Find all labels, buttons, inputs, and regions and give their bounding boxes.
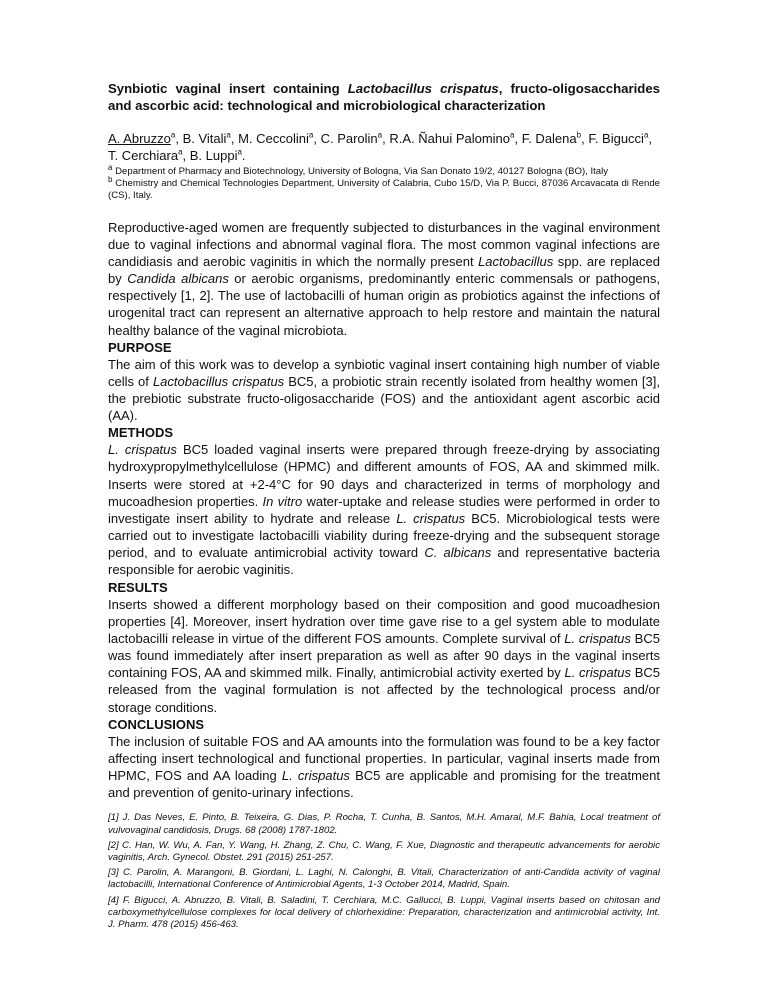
author-affiliation-mark: b bbox=[576, 130, 582, 140]
paper-title bbox=[108, 80, 660, 114]
affiliation bbox=[108, 175, 660, 202]
author-name: C. Parolin bbox=[320, 131, 378, 146]
abstract-body bbox=[108, 219, 660, 802]
conclusions-paragraph: The inclusion of suitable FOS and AA amounts into the formulation was found to be a key factor affecting insert technological and functional properties. In particular, vaginal inserts made from HPMC, FOS and AA loading L. crispatus BC5 are applicable and promising for the treatment and prevention of genito-urinary infections. bbox=[108, 733, 660, 801]
author-name: R.A. Ñahui Palomino bbox=[389, 131, 511, 146]
intro-paragraph: Reproductive-aged women are frequently subjected to disturbances in the vaginal environment due to vaginal infections and abnormal vaginal flora. The most common vaginal infections are candidiasis and aerobic vaginitis in which the normally present Lactobacillus spp. are replaced by Candida albicans or aerobic organisms, predominantly enteric commensals or pathogens, respectively [1, 2]. The use of lactobacilli of human origin as probiotics against the infections of urogenital tract can represent an alternative approach to help restore and maintain the natural healthy balance of the vaginal microbiota. bbox=[108, 219, 661, 338]
title-organism: Lactobacillus crispatus bbox=[347, 81, 499, 96]
section-heading-conclusions: CONCLUSIONS bbox=[108, 716, 205, 732]
author-affiliation-mark: a bbox=[170, 130, 176, 140]
author-name: A. Abruzzo bbox=[108, 131, 171, 146]
author-list: A. Abruzzo$^a$, B. Vitali$^a$, M. Ceccolini$^a$, C. Parolin$^a$, R.A. Ñahui Palomino$^a$, F. Dalena$^b$, F. Bigucci$^a$, T. Cerchiara$^a$, B. Luppi$^a$. bbox=[108, 130, 653, 163]
affiliation-text: Chemistry and Chemical Technologies Department, University of Calabria, Cubo 15/D, Via P. Bucci, 87036 Arcavacata di Rende (CS), Italy. bbox=[108, 178, 660, 202]
abstract-page bbox=[108, 80, 660, 934]
author-name: B. Vitali bbox=[182, 131, 227, 146]
author-affiliation-mark: a bbox=[510, 130, 515, 140]
affiliation-mark: b bbox=[108, 175, 113, 185]
author-affiliation-mark: a bbox=[377, 130, 383, 140]
affiliation-mark: a bbox=[108, 162, 113, 172]
reference-item: [2] C. Han, W. Wu, A. Fan, Y. Wang, H. Zhang, Z. Chu, C. Wang, F. Xue, Diagnostic and therapeutic advancements for aerobic vaginitis, Arch. Gynecol. Obstet. 291 (2015) 251-257. bbox=[108, 839, 660, 863]
section-heading-results: RESULTS bbox=[108, 579, 168, 595]
section-heading-purpose: PURPOSE bbox=[108, 339, 172, 355]
author-name: F. Bigucci bbox=[588, 131, 644, 146]
author-name: B. Luppi bbox=[189, 148, 238, 163]
author-affiliation-mark: a bbox=[178, 147, 183, 157]
reference-item: [3] C. Parolin, A. Marangoni, B. Giordani, L. Laghi, N. Calonghi, B. Vitali, Characterization of anti-Candida activity of vaginal lactobacilli, International Conference of Antimicrobial Agents, 1-3 October 2014, Madrid, Spain. bbox=[108, 867, 660, 891]
author-name: T. Cerchiara bbox=[108, 148, 179, 163]
author-affiliation-mark: a bbox=[308, 130, 314, 140]
methods-paragraph: L. crispatus BC5 loaded vaginal inserts were prepared through freeze-drying by associating hydroxypropylmethylcellulose (HPMC) and different amounts of FOS, AA and skimmed milk. Inserts were stored at +2-4°C for 90 days and characterized in terms of morphology and mucoadhesion properties. In vitro water-uptake and release studies were performed in order to investigate insert ability to hydrate and release L. crispatus BC5. Microbiological tests were carried out to investigate lactobacilli viability during freeze-drying and the subsequent storage period, and to evaluate antimicrobial activity toward C. albicans and representative bacteria responsible for aerobic vaginitis. bbox=[108, 442, 661, 578]
reference-list bbox=[108, 812, 660, 931]
author-affiliation-mark: a bbox=[237, 147, 242, 157]
author-name: M. Ceccolini bbox=[238, 131, 309, 146]
section-heading-methods: METHODS bbox=[108, 425, 173, 441]
author-name: F. Dalena bbox=[521, 131, 577, 146]
affiliation bbox=[108, 162, 660, 178]
title-text-end: , fructo-oligosaccharides and ascorbic acid: technological and microbiological characterization bbox=[108, 81, 660, 113]
purpose-paragraph: The aim of this work was to develop a synbiotic vaginal insert containing high number of viable cells of Lactobacillus crispatus BC5, a probiotic strain recently isolated from healthy women [3], the prebiotic substrate fructo-oligosaccharide (FOS) and the antioxidant agent ascorbic acid (AA). bbox=[108, 356, 660, 424]
title-text: Synbiotic vaginal insert containing bbox=[108, 81, 348, 96]
reference-item: [1] J. Das Neves, E. Pinto, B. Teixeira, G. Dias, P. Rocha, T. Cunha, B. Santos, M.H. Amaral, M.F. Bahia, Local treatment of vulvovaginal candidosis, Drugs. 68 (2008) 1787-1802. bbox=[108, 812, 660, 836]
author-affiliation-mark: a bbox=[226, 130, 231, 140]
results-paragraph: Inserts showed a different morphology based on their composition and good mucoadhesion properties [4]. Moreover, insert hydration over time gave rise to a gel system able to modulate lactobacilli release in virtue of the different FOS amounts. Complete survival of L. crispatus BC5 was found immediately after insert preparation as well as after 90 days in the vaginal inserts containing FOS, AA and skimmed milk. Finally, antimicrobial activity exerted by L. crispatus BC5 released from the vaginal formulation is not affected by the technological process and/or storage conditions. bbox=[108, 596, 660, 715]
affiliation-text: Department of Pharmacy and Biotechnology, University of Bologna, Via San Donato 19/2, 40127 Bologna (BO), Italy bbox=[112, 166, 609, 177]
author-affiliation-mark: a bbox=[643, 130, 649, 140]
reference-item: [4] F. Bigucci, A. Abruzzo, B. Vitali, B. Saladini, T. Cerchiara, M.C. Gallucci, B. Luppi, Vaginal inserts based on chitosan and carboxymethylcellulose complexes for local delivery of chlorhexidine: Preparation, characterization and antimicrobial activity, Int. J. Pharm. 478 (2015) 456-463. bbox=[108, 894, 660, 930]
